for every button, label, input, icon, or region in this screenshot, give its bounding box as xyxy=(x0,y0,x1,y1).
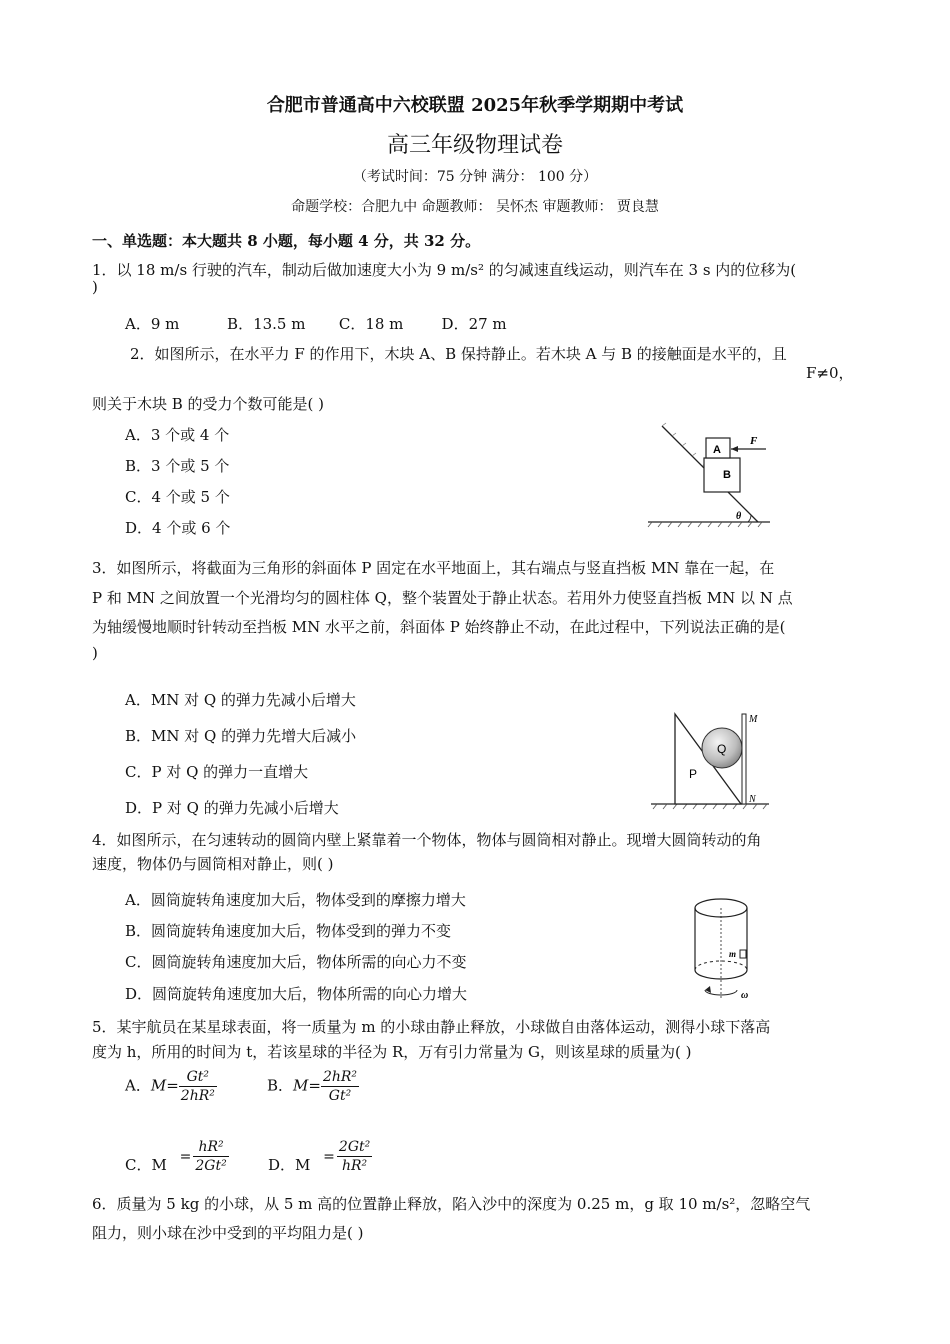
q5-option-c-numerator: hR² xyxy=(193,1138,228,1157)
q5-option-b-numerator: 2hR² xyxy=(322,1069,358,1085)
q4-option-c: C．圆筒旋转角速度加大后，物体所需的向心力不变 xyxy=(125,953,467,971)
q5-option-d-denominator: hR² xyxy=(341,1158,368,1174)
q5-option-d-numerator: 2Gt² xyxy=(338,1139,371,1155)
q5-option-a xyxy=(125,1068,217,1105)
exam-title: 合肥市普通高中六校联盟 2025年秋季学期期中考试 xyxy=(266,95,684,116)
q5-option-d-label: D．M xyxy=(268,1156,311,1174)
q3-figure-label-q: Q xyxy=(717,742,727,756)
q5-option-a-denominator: 2hR² xyxy=(180,1088,215,1104)
q5-text-line2: 度为 h，所用的时间为 t，若该星球的半径为 R，万有引力常量为 G，则该星球的质量为( ) xyxy=(92,1043,692,1061)
q5-option-a-lhs: M= xyxy=(150,1076,179,1095)
q4-option-b: B．圆筒旋转角速度加大后，物体受到的弹力不变 xyxy=(125,922,452,940)
q3-wedge-figure xyxy=(645,708,775,810)
q2-text-line2: F≠0， xyxy=(806,364,854,382)
q3-figure-label-n: N xyxy=(749,794,756,805)
q2-figure-label-a: A xyxy=(713,444,721,456)
q5-option-b-denominator: Gt² xyxy=(328,1088,352,1104)
q5-option-a-label: A． xyxy=(125,1076,151,1095)
q5-option-b xyxy=(267,1068,359,1105)
q3-figure-label-p: P xyxy=(689,767,698,781)
q5-option-a-numerator: Gt² xyxy=(179,1068,217,1087)
q5-option-d-equals: = xyxy=(323,1148,335,1165)
q5-option-d xyxy=(268,1138,372,1175)
section-heading: 一、单选题：本大题共 8 小题，每小题 4 分，共 32 分。 xyxy=(92,232,481,250)
q2-figure-label-f: F xyxy=(750,435,758,447)
exam-subtitle: 高三年级物理试卷 xyxy=(386,133,563,158)
q4-cylinder-figure xyxy=(685,890,775,1008)
q4-option-a: A．圆筒旋转角速度加大后，物体受到的摩擦力增大 xyxy=(125,891,466,909)
q4-figure-label-omega: ω xyxy=(741,990,749,1001)
q3-text-line3: 为轴缓慢地顺时针转动至挡板 MN 水平之前，斜面体 P 始终静止不动，在此过程中，下列说法正确的是( xyxy=(92,618,786,636)
q5-text-line1: 5．某宇航员在某星球表面，将一质量为 m 的小球由静止释放，小球做自由落体运动，测得小球下落高 xyxy=(92,1018,771,1036)
q3-text-line1: 3．如图所示，将截面为三角形的斜面体 P 固定在水平地面上，其右端点与竖直挡板 MN 靠在一起，在 xyxy=(92,559,775,577)
q6-text-line1: 6．质量为 5 kg 的小球，从 5 m 高的位置静止释放，陷入沙中的深度为 0.25 m，g 取 10 m/s²，忽略空气 xyxy=(92,1195,811,1213)
q2-incline-figure xyxy=(640,420,780,530)
q5-option-c-label: C．M xyxy=(125,1156,167,1174)
q5-option-c-fraction xyxy=(180,1138,229,1175)
q5-option-c-equals: = xyxy=(179,1148,192,1165)
q3-text-line4: ) xyxy=(92,644,98,662)
q5-option-c-denominator: 2Gt² xyxy=(195,1158,227,1174)
q3-option-c: C．P 对 Q 的弹力一直增大 xyxy=(125,763,309,781)
q5-option-b-label: B． xyxy=(267,1076,294,1095)
q4-text-line1: 4．如图所示，在匀速转动的圆筒内壁上紧靠着一个物体，物体与圆筒相对静止。现增大圆筒转动的角 xyxy=(92,831,762,849)
exam-time-score: （考试时间：75 分钟 满分： 100 分） xyxy=(352,169,598,185)
q4-figure-label-m: m xyxy=(729,949,737,959)
q3-figure-label-m: M xyxy=(749,714,758,725)
q6-text-line2: 阻力，则小球在沙中受到的平均阻力是( ) xyxy=(92,1224,364,1242)
q3-text-line2: P 和 MN 之间放置一个光滑均匀的圆柱体 Q，整个装置处于静止状态。若用外力使竖直挡板 MN 以 N 点 xyxy=(92,589,793,607)
q5-option-b-lhs: M= xyxy=(293,1076,321,1095)
q5-option-d-fraction xyxy=(323,1138,372,1175)
q2-text-line3: 则关于木块 B 的受力个数可能是( ) xyxy=(92,395,325,413)
q4-option-d: D．圆筒旋转角速度加大后，物体所需的向心力增大 xyxy=(125,985,468,1003)
q4-text-line2: 速度，物体仍与圆筒相对静止，则( ) xyxy=(92,855,334,873)
q2-option-d: D．4 个或 6 个 xyxy=(125,519,231,537)
q1-text-line1: 1．以 18 m/s 行驶的汽车，制动后做加速度大小为 9 m/s² 的匀减速直线运动，则汽车在 3 s 内的位移为( xyxy=(92,261,797,279)
exam-authors: 命题学校：合肥九中 命题教师： 吴怀杰 审题教师： 贾良慧 xyxy=(291,199,659,215)
q1-options: A．9 m B．13.5 m C．18 m D．27 m xyxy=(125,315,507,333)
q3-option-b: B．MN 对 Q 的弹力先增大后减小 xyxy=(125,727,357,745)
q1-text-line2: ) xyxy=(92,278,98,296)
q2-figure-label-b: B xyxy=(723,469,731,481)
q2-option-c: C．4 个或 5 个 xyxy=(125,488,230,506)
q2-text-line1: 2．如图所示，在水平力 F 的作用下，木块 A、B 保持静止。若木块 A 与 B 的接触面是水平的，且 xyxy=(130,345,787,363)
q2-option-b: B．3 个或 5 个 xyxy=(125,457,230,475)
q3-option-d: D．P 对 Q 的弹力先减小后增大 xyxy=(125,799,339,817)
q3-option-a: A．MN 对 Q 的弹力先减小后增大 xyxy=(125,691,356,709)
q2-option-a: A．3 个或 4 个 xyxy=(125,426,230,444)
q5-option-b-fraction xyxy=(321,1068,359,1105)
q2-figure-label-theta: θ xyxy=(736,511,742,522)
q5-option-a-fraction xyxy=(179,1068,217,1105)
q5-option-c xyxy=(125,1138,229,1175)
